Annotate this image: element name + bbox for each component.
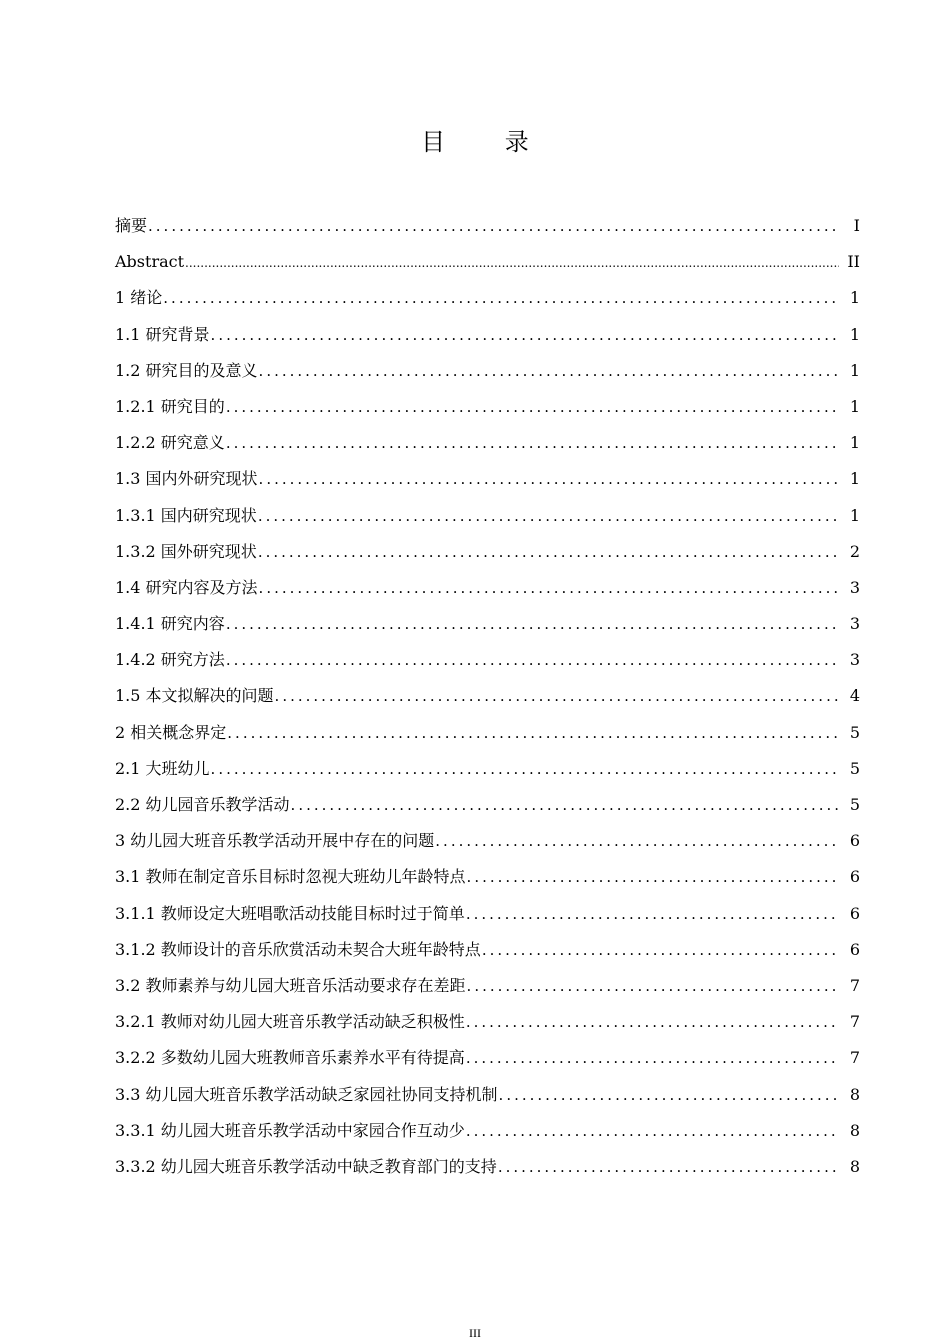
toc-dot-leader xyxy=(227,715,840,751)
toc-dot-leader xyxy=(467,859,840,895)
toc-entry[interactable] xyxy=(115,461,860,497)
toc-entry-label: 3.1.1 教师设定大班唱歌活动技能目标时过于简单 xyxy=(115,903,465,923)
toc-entry-page: 3 xyxy=(849,650,860,670)
toc-entry[interactable] xyxy=(115,606,860,642)
toc-entry[interactable] xyxy=(115,896,860,932)
toc-entry-page: 6 xyxy=(849,939,860,959)
toc-entry[interactable] xyxy=(115,208,860,244)
toc-entry[interactable] xyxy=(115,317,860,353)
toc-dot-leader xyxy=(163,280,840,316)
toc-entry-page: 6 xyxy=(849,867,860,887)
toc-entry-page: I xyxy=(853,216,860,235)
toc-entry[interactable] xyxy=(115,859,860,895)
toc-entry-page: II xyxy=(847,252,860,272)
toc-entry-page: 8 xyxy=(849,1084,860,1104)
toc-entry-label: 3.2 教师素养与幼儿园大班音乐活动要求存在差距 xyxy=(115,975,466,995)
toc-dot-leader xyxy=(466,1040,840,1076)
toc-entry-label: 1.2.2 研究意义 xyxy=(115,433,225,453)
toc-entry-label: 1.3.1 国内研究现状 xyxy=(115,505,257,525)
toc-dot-leader xyxy=(499,1077,840,1113)
toc-entry[interactable] xyxy=(115,932,860,968)
toc-entry-label: 3.3.1 幼儿园大班音乐教学活动中家园合作互动少 xyxy=(115,1120,465,1140)
toc-entry-page: 1 xyxy=(849,396,860,416)
toc-entry[interactable] xyxy=(115,1077,860,1113)
toc-entry[interactable] xyxy=(115,1149,860,1185)
toc-entry-page: 3 xyxy=(849,577,860,597)
toc-entry-page: 1 xyxy=(849,433,860,453)
toc-entry-page: 7 xyxy=(849,1048,860,1068)
toc-entry-page: 3 xyxy=(849,614,860,634)
toc-dot-leader xyxy=(291,787,840,823)
toc-entry-page: 7 xyxy=(849,1012,860,1032)
toc-dot-leader xyxy=(467,968,840,1004)
toc-entry-page: 1 xyxy=(849,505,860,525)
toc-entry-label: 1 绪论 xyxy=(115,288,163,308)
toc-dot-leader xyxy=(466,1004,840,1040)
toc-dot-leader xyxy=(148,208,840,244)
toc-entry-page: 6 xyxy=(849,903,860,923)
toc-entry[interactable] xyxy=(115,678,860,714)
toc-dot-leader xyxy=(258,498,840,534)
toc-entry[interactable] xyxy=(115,244,860,280)
toc-entry-label: 1.2 研究目的及意义 xyxy=(115,360,258,380)
toc-entry-page: 7 xyxy=(849,975,860,995)
page-number: III xyxy=(469,1326,481,1340)
toc-entry[interactable] xyxy=(115,715,860,751)
toc-entry-label: 1.1 研究背景 xyxy=(115,324,210,344)
toc-entry-label: 2 相关概念界定 xyxy=(115,722,227,742)
toc-dot-leader xyxy=(226,642,840,678)
toc-dot-leader xyxy=(185,245,839,281)
toc-entry-label: 3.1 教师在制定音乐目标时忽视大班幼儿年龄特点 xyxy=(115,867,466,887)
toc-entry-page: 4 xyxy=(849,686,860,706)
toc-entry-label: 1.4 研究内容及方法 xyxy=(115,577,258,597)
toc-entry-label: 1.4.2 研究方法 xyxy=(115,650,225,670)
toc-entry[interactable] xyxy=(115,1004,860,1040)
toc-dot-leader xyxy=(435,823,840,859)
toc-entry[interactable] xyxy=(115,751,860,787)
toc-entry[interactable] xyxy=(115,787,860,823)
toc-entry-label: 1.2.1 研究目的 xyxy=(115,396,225,416)
toc-entry-label: 1.4.1 研究内容 xyxy=(115,614,225,634)
toc-dot-leader xyxy=(466,896,840,932)
toc-dot-leader xyxy=(498,1149,840,1185)
toc-entry[interactable] xyxy=(115,498,860,534)
toc-entry-label: 3 幼儿园大班音乐教学活动开展中存在的问题 xyxy=(115,831,435,851)
toc-entry-page: 5 xyxy=(849,758,860,778)
toc-entry-page: 1 xyxy=(849,469,860,489)
toc-entry-label: 摘要 xyxy=(115,216,148,235)
toc-dot-leader xyxy=(466,1113,840,1149)
toc-entry-label: 1.3 国内外研究现状 xyxy=(115,469,258,489)
toc-entry[interactable] xyxy=(115,1113,860,1149)
toc-entry[interactable] xyxy=(115,425,860,461)
toc-entry-label: 3.1.2 教师设计的音乐欣赏活动未契合大班年龄特点 xyxy=(115,939,481,959)
toc-entry-page: 2 xyxy=(849,541,860,561)
toc-dot-leader xyxy=(211,751,840,787)
toc-entry-page: 5 xyxy=(849,795,860,814)
toc-entry-page: 8 xyxy=(849,1156,860,1176)
toc-entry-page: 8 xyxy=(849,1120,860,1140)
toc-dot-leader xyxy=(226,425,840,461)
toc-entry[interactable] xyxy=(115,968,860,1004)
toc-dot-leader xyxy=(259,461,840,497)
toc-entry[interactable] xyxy=(115,1040,860,1076)
toc-dot-leader xyxy=(482,932,840,968)
toc-dot-leader xyxy=(259,570,840,606)
toc-entry-label: 3.3 幼儿园大班音乐教学活动缺乏家园社协同支持机制 xyxy=(115,1084,498,1104)
toc-entry-label: Abstract xyxy=(115,252,185,272)
toc-entry-page: 6 xyxy=(849,831,860,851)
toc-dot-leader xyxy=(258,534,840,570)
toc-entry[interactable] xyxy=(115,353,860,389)
toc-entry-label: 3.2.2 多数幼儿园大班教师音乐素养水平有待提高 xyxy=(115,1048,465,1068)
toc-dot-leader xyxy=(226,606,840,642)
toc-dot-leader xyxy=(275,678,840,714)
toc-entry[interactable] xyxy=(115,534,860,570)
toc-entry-label: 3.3.2 幼儿园大班音乐教学活动中缺乏教育部门的支持 xyxy=(115,1156,497,1176)
toc-entry-label: 1.5 本文拟解决的问题 xyxy=(115,686,274,706)
toc-entry[interactable] xyxy=(115,570,860,606)
toc-entry-page: 1 xyxy=(849,324,860,344)
toc-entry-label: 2.2 幼儿园音乐教学活动 xyxy=(115,795,290,814)
toc-entry[interactable] xyxy=(115,389,860,425)
toc-entry[interactable] xyxy=(115,642,860,678)
toc-entry-page: 5 xyxy=(849,722,860,742)
toc-dot-leader xyxy=(259,353,840,389)
page-title: 目 录 xyxy=(421,128,555,156)
toc-entry-label: 1.3.2 国外研究现状 xyxy=(115,541,257,561)
toc-entry[interactable] xyxy=(115,280,860,316)
toc-entry-label: 3.2.1 教师对幼儿园大班音乐教学活动缺乏积极性 xyxy=(115,1012,465,1032)
toc-dot-leader xyxy=(226,389,840,425)
toc-entry-page: 1 xyxy=(849,360,860,380)
table-of-contents xyxy=(115,208,860,1185)
toc-entry-label: 2.1 大班幼儿 xyxy=(115,758,210,778)
toc-dot-leader xyxy=(211,317,840,353)
toc-entry-page: 1 xyxy=(849,288,860,308)
toc-entry[interactable] xyxy=(115,823,860,859)
